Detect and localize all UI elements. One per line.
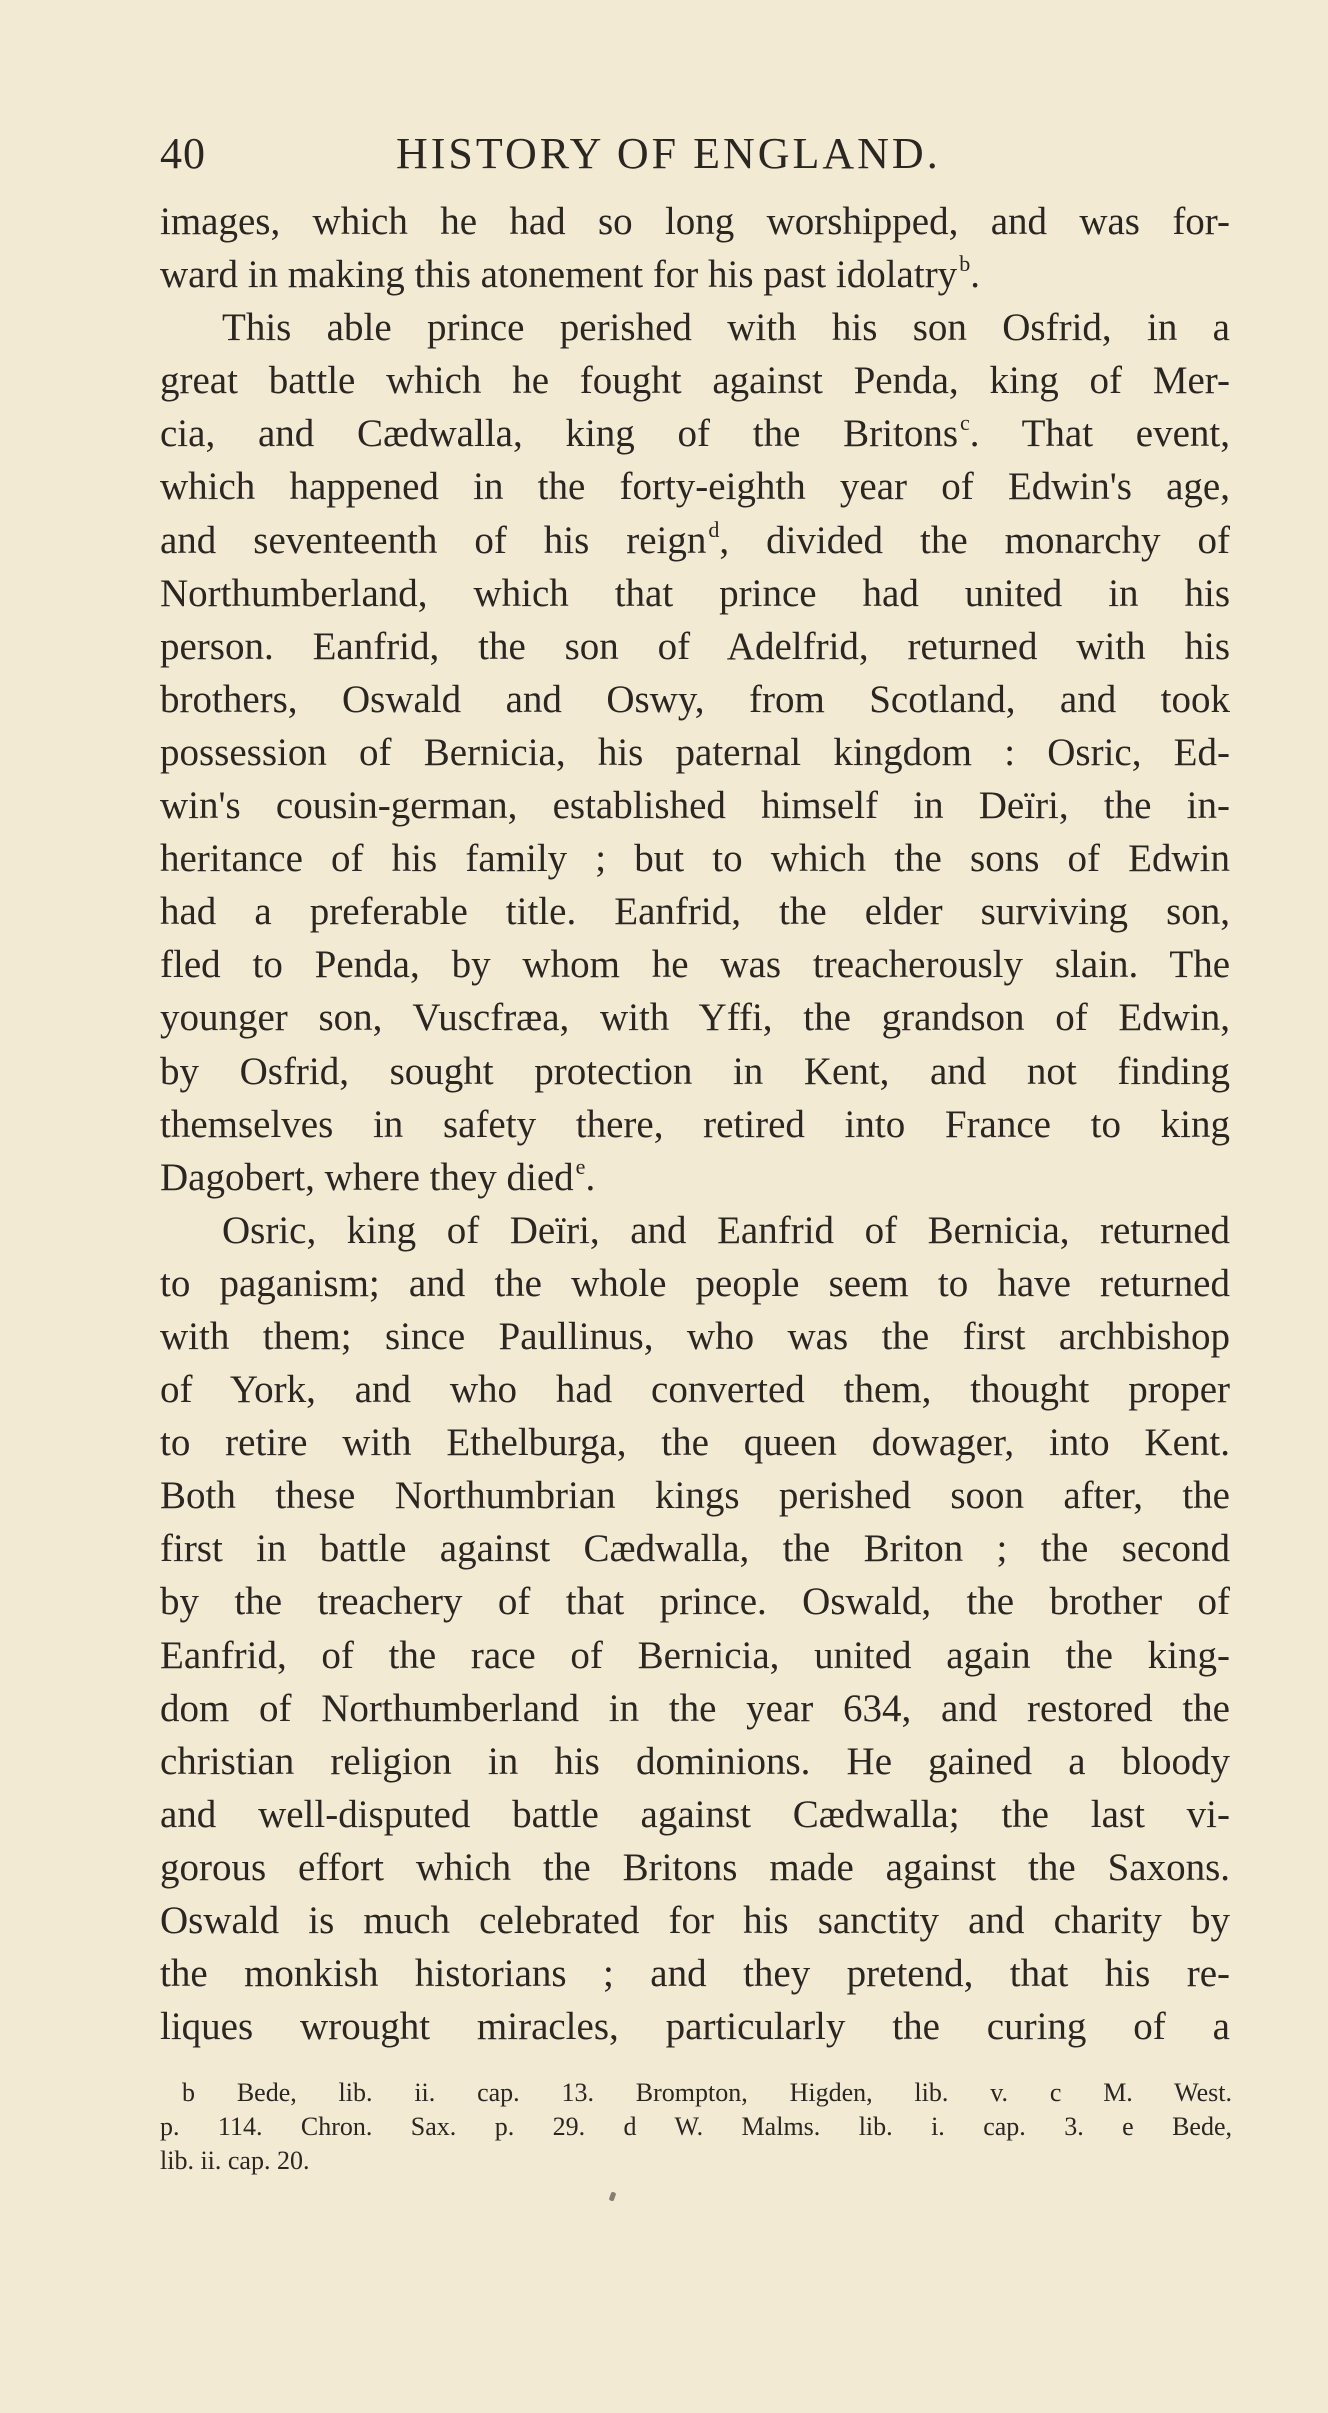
ink-mark	[609, 2191, 617, 2201]
text-line	[160, 1469, 1230, 1522]
text-line-continuation: . That event,	[969, 412, 1230, 456]
text-line-content: Eanfrid, of the race of Bernicia, united again the king-	[160, 1633, 1230, 1677]
text-line	[160, 1098, 1230, 1151]
text-line	[160, 779, 1230, 832]
text-line	[160, 2000, 1230, 2053]
text-line-content: Oswald is much celebrated for his sanctity and charity by	[160, 1899, 1230, 1942]
text-line	[160, 460, 1230, 513]
text-line-content: Dagobert, where they died	[160, 1155, 574, 1199]
text-line-content: fled to Penda, by whom he was treacherously slain. The	[160, 943, 1230, 987]
text-line	[160, 1947, 1230, 2000]
page-header	[160, 128, 1220, 188]
text-line-content: images, which he had so long worshipped, and was for-	[160, 200, 1230, 243]
text-line	[160, 1363, 1230, 1416]
text-line	[160, 1045, 1230, 1098]
text-line	[160, 195, 1230, 248]
text-line	[160, 1735, 1230, 1788]
text-line-content: to paganism; and the whole people seem to have returned	[160, 1261, 1230, 1305]
text-line	[160, 991, 1230, 1044]
text-line-content: by Osfrid, sought protection in Kent, and not finding	[160, 1049, 1230, 1093]
footnote-line: b Bede, lib. ii. cap. 13. Brompton, Higden, lib. v. c M. West.	[182, 2078, 1232, 2107]
text-line-content: gorous effort which the Britons made against the Saxons.	[160, 1845, 1230, 1889]
text-line-content: dom of Northumberland in the year 634, and restored the	[160, 1686, 1230, 1730]
text-line	[160, 1894, 1230, 1947]
text-line	[160, 1629, 1230, 1682]
text-line	[160, 248, 1230, 301]
text-line	[160, 1682, 1230, 1735]
footnote-marker: b	[959, 251, 971, 277]
footnote-marker: c	[960, 410, 970, 436]
text-line-content: Northumberland, which that prince had united in his	[160, 571, 1230, 615]
text-line	[160, 1575, 1230, 1628]
footnote-marker: e	[575, 1153, 586, 1179]
text-line	[160, 301, 1230, 354]
text-line-content: person. Eanfrid, the son of Adelfrid, returned with his	[160, 624, 1230, 668]
page-number: 40	[160, 129, 206, 178]
text-line-content: by the treachery of that prince. Oswald, the brother of	[160, 1580, 1230, 1624]
text-line-content: younger son, Vuscfræa, with Yffi, the grandson of Edwin,	[160, 996, 1230, 1040]
text-line	[160, 1788, 1230, 1841]
text-line-content: which happened in the forty-eighth year of Edwin's age,	[160, 465, 1230, 509]
text-line-content: This able prince perished with his son Osfrid, in a	[222, 306, 1230, 350]
text-line	[160, 567, 1230, 620]
footnote-marker: d	[708, 516, 720, 542]
text-line	[160, 673, 1230, 726]
text-line-continuation: .	[585, 1155, 596, 1199]
text-line	[160, 726, 1230, 779]
text-line	[160, 514, 1230, 567]
text-line-content: and seventeenth of his reign	[160, 518, 707, 562]
text-line-content: of York, and who had converted them, thought proper	[160, 1368, 1230, 1412]
text-line	[160, 1151, 1230, 1204]
text-line-content: win's cousin-german, established himself in Deïri, the in-	[160, 784, 1230, 828]
text-line-content: first in battle against Cædwalla, the Briton ; the second	[160, 1527, 1230, 1571]
footnote-line: lib. ii. cap. 20.	[160, 2146, 310, 2175]
text-line	[160, 407, 1230, 460]
text-line-content: Both these Northumbrian kings perished soon after, the	[160, 1474, 1230, 1518]
text-line-content: possession of Bernicia, his paternal kingdom : Osric, Ed-	[160, 730, 1230, 774]
text-line	[160, 938, 1230, 991]
footnote-line: p. 114. Chron. Sax. p. 29. d W. Malms. lib. i. cap. 3. e Bede,	[160, 2112, 1232, 2141]
text-line	[160, 1204, 1230, 1257]
text-line-content: to retire with Ethelburga, the queen dowager, into Kent.	[160, 1421, 1230, 1465]
text-line-content: and well-disputed battle against Cædwalla; the last vi-	[160, 1792, 1230, 1836]
text-line-content: the monkish historians ; and they pretend, that his re-	[160, 1952, 1230, 1996]
body-text	[160, 195, 1230, 2053]
text-line	[160, 1522, 1230, 1575]
text-line-content: had a preferable title. Eanfrid, the elder surviving son,	[160, 890, 1230, 934]
text-line	[160, 832, 1230, 885]
text-line-content: brothers, Oswald and Oswy, from Scotland, and took	[160, 677, 1230, 721]
text-line-continuation: , divided the monarchy of	[719, 518, 1230, 562]
text-line	[160, 620, 1230, 673]
text-line	[160, 1841, 1230, 1894]
text-line-content: cia, and Cædwalla, king of the Britons	[160, 412, 959, 456]
text-line	[160, 1310, 1230, 1363]
text-line-continuation: .	[970, 253, 980, 297]
text-line-content: Osric, king of Deïri, and Eanfrid of Bernicia, returned	[222, 1208, 1230, 1252]
text-line-content: themselves in safety there, retired into France to king	[160, 1102, 1230, 1146]
text-line	[160, 1257, 1230, 1310]
text-line-content: liques wrought miracles, particularly the curing of a	[160, 2005, 1230, 2049]
text-line	[160, 1416, 1230, 1469]
text-line-content: heritance of his family ; but to which the sons of Edwin	[160, 837, 1230, 881]
text-line-content: christian religion in his dominions. He gained a bloody	[160, 1739, 1230, 1783]
footnotes	[160, 2076, 1232, 2178]
text-line-content: with them; since Paullinus, who was the first archbishop	[160, 1314, 1230, 1358]
text-line-content: ward in making this atonement for his past idolatry	[160, 253, 958, 297]
text-line	[160, 885, 1230, 938]
running-head: HISTORY OF ENGLAND.	[396, 129, 941, 178]
text-line-content: great battle which he fought against Penda, king of Mer-	[160, 359, 1230, 403]
text-line	[160, 354, 1230, 407]
